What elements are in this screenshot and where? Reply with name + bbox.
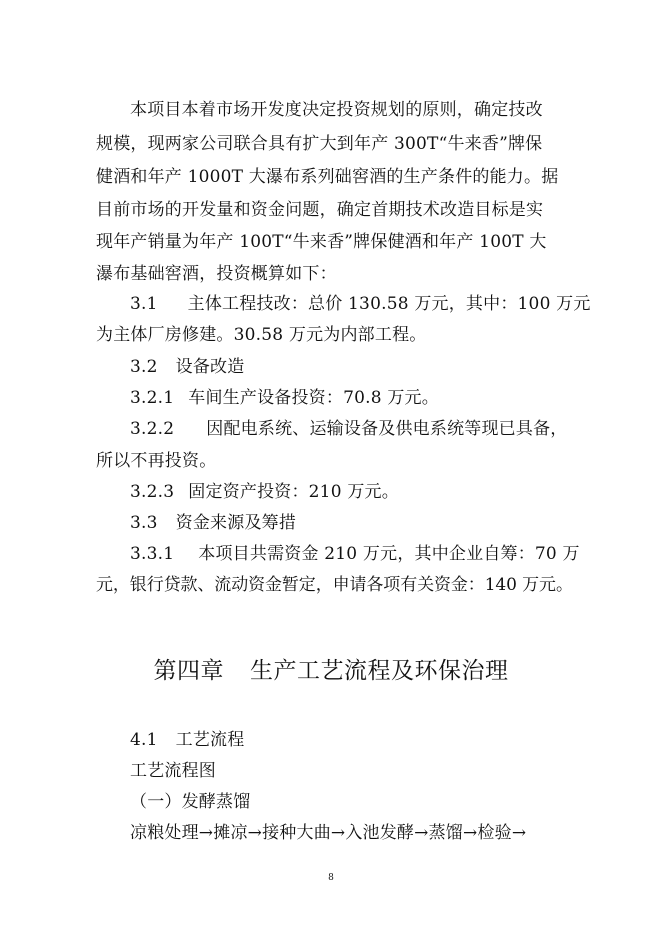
page-number: 8: [328, 873, 334, 883]
section-number: 3.3: [130, 513, 158, 533]
chapter-number: 第四章: [153, 658, 224, 684]
section-number: 3.2.1: [130, 388, 175, 408]
intro-line-1: 本项目本着市场开发度决定投资规划的原则，确定技改: [130, 100, 543, 120]
section-number: 3.2: [130, 357, 158, 377]
section-text: 资金来源及筹措: [175, 513, 297, 533]
section-text: 因配电系统、运输设备及供电系统等现已具备，: [206, 419, 568, 439]
section-3-3-1: [130, 543, 580, 565]
subsection-heading: （一）发酵蒸馏: [130, 792, 251, 812]
section-text: 工艺流程: [175, 730, 245, 750]
flow-chart-label: 工艺流程图: [130, 761, 216, 781]
section-3-1: [130, 293, 591, 315]
section-3-2: [130, 356, 244, 378]
section-number: 3.3.1: [130, 544, 175, 564]
section-text: 固定资产投资：210 万元。: [188, 482, 399, 502]
section-4-1: [130, 729, 244, 751]
section-3-2-1: [130, 387, 439, 409]
section-text: 车间生产设备投资：70.8 万元。: [188, 388, 439, 408]
section-text: 本项目共需资金 210 万元，其中企业自筹：70 万: [198, 544, 580, 564]
section-text: 设备改造: [175, 357, 245, 377]
section-3-3-1-continued: 元，银行贷款、流动资金暂定，申请各项有关资金：140 万元。: [96, 575, 573, 595]
section-number: 3.2.2: [130, 419, 175, 439]
section-3-1-continued: 为主体厂房修建。30.58 万元为内部工程。: [96, 325, 427, 345]
section-number: 4.1: [130, 730, 158, 750]
intro-line-6: 瀑布基础窖酒，投资概算如下：: [96, 264, 337, 284]
section-number: 3.1: [130, 294, 158, 314]
section-3-2-2: [130, 418, 567, 440]
section-text: 主体工程技改：总价 130.58 万元，其中：100 万元: [187, 294, 591, 314]
process-flow-line: 凉粮处理→摊凉→接种大曲→入池发酵→蒸馏→检验→: [130, 823, 527, 843]
section-3-2-3: [130, 481, 399, 503]
section-3-3: [130, 512, 296, 534]
section-3-2-2-continued: 所以不再投资。: [96, 451, 217, 471]
intro-line-5: 现年产销量为年产 100T“牛来香”牌保健酒和年产 100T 大: [96, 232, 547, 252]
chapter-heading: [0, 656, 662, 686]
intro-line-4: 目前市场的开发量和资金问题，确定首期技术改造目标是实: [96, 200, 544, 220]
intro-line-2: 规模，现两家公司联合具有扩大到年产 300T“牛来香”牌保: [96, 134, 543, 154]
intro-line-3: 健酒和年产 1000T 大瀑布系列础窖酒的生产条件的能力。据: [96, 167, 559, 187]
chapter-title: 生产工艺流程及环保治理: [250, 658, 509, 684]
section-number: 3.2.3: [130, 482, 175, 502]
